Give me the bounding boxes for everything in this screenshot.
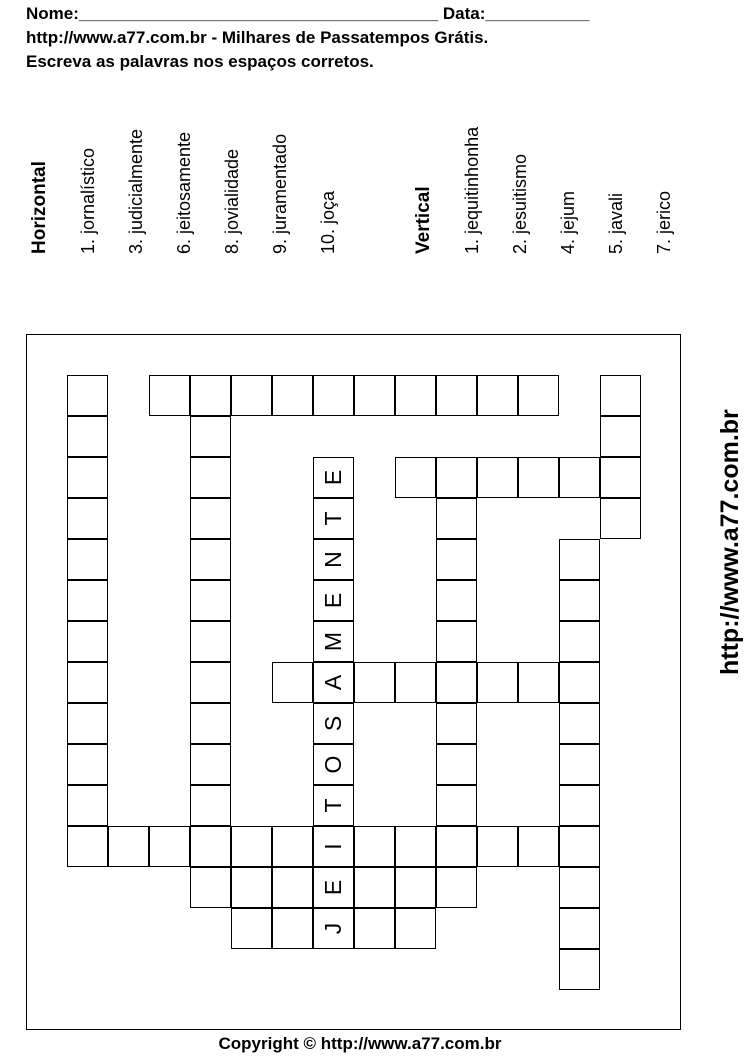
vertical-title: Vertical [413,186,434,254]
grid-cell[interactable] [395,826,436,867]
grid-cell[interactable] [477,826,518,867]
grid-letter: I [320,843,346,850]
vertical-clue: 5. javali [606,192,626,254]
grid-cell[interactable] [231,375,272,416]
name-date-line: Nome:______________________________________ Data:___________ [26,4,590,23]
grid-cell[interactable] [477,662,518,703]
grid-letter: N [320,551,346,568]
grid-cell[interactable] [559,662,600,703]
grid-cell[interactable] [67,375,108,416]
vertical-clue: 4. jejum [558,190,578,254]
grid-cell[interactable] [518,826,559,867]
grid-cell[interactable] [600,416,641,457]
grid-cell[interactable] [436,375,477,416]
grid-cell[interactable] [149,375,190,416]
grid-cell[interactable] [395,457,436,498]
grid-cell[interactable] [436,867,477,908]
grid-letter: E [320,879,346,896]
grid-cell[interactable] [190,580,231,621]
grid-cell[interactable] [67,662,108,703]
grid-cell[interactable] [190,867,231,908]
grid-cell[interactable] [436,539,477,580]
grid-letter: E [320,592,346,609]
grid-cell[interactable] [395,867,436,908]
grid-cell[interactable] [67,416,108,457]
grid-cell[interactable] [559,908,600,949]
grid-cell[interactable] [190,662,231,703]
grid-cell[interactable] [67,457,108,498]
grid-cell[interactable] [67,621,108,662]
grid-cell[interactable] [190,375,231,416]
grid-cell[interactable] [354,375,395,416]
grid-cell[interactable] [395,908,436,949]
grid-cell[interactable] [477,375,518,416]
grid-cell[interactable] [67,744,108,785]
grid-cell[interactable] [600,375,641,416]
horizontal-clue: 3. judicialmente [126,128,146,254]
grid-cell[interactable] [67,703,108,744]
grid-letter: E [320,469,346,486]
grid-cell[interactable] [231,867,272,908]
grid-cell[interactable] [108,826,149,867]
grid-letter: T [320,798,346,813]
grid-cell[interactable] [559,457,600,498]
grid-letter: S [320,715,346,732]
site-title-line: http://www.a77.com.br - Milhares de Passatempos Grátis. [26,28,489,47]
vertical-clue: 1. jequitinhonha [462,126,482,254]
grid-cell[interactable] [190,826,231,867]
grid-cell[interactable] [272,908,313,949]
grid-cell[interactable] [436,826,477,867]
grid-cell[interactable] [436,457,477,498]
grid-cell[interactable] [518,457,559,498]
grid-cell[interactable] [149,826,190,867]
grid-cell[interactable] [272,662,313,703]
grid-cell[interactable] [559,949,600,990]
grid-cell[interactable] [354,908,395,949]
grid-cell[interactable] [190,539,231,580]
instruction-line: Escreva as palavras nos espaços corretos. [26,52,374,71]
grid-cell[interactable] [559,826,600,867]
grid-cell[interactable] [313,375,354,416]
grid-cell[interactable] [559,867,600,908]
grid-cell[interactable] [436,498,477,539]
grid-cell[interactable] [436,703,477,744]
grid-cell[interactable] [354,867,395,908]
grid-cell[interactable] [190,744,231,785]
horizontal-clue: 8. jovialidade [222,148,242,254]
grid-cell[interactable] [395,662,436,703]
side-url: http://www.a77.com.br [716,409,744,675]
grid-cell[interactable] [395,375,436,416]
horizontal-clue: 6. jeitosamente [174,131,194,254]
grid-cell[interactable] [190,498,231,539]
grid-letter: A [320,674,346,691]
grid-cell[interactable] [518,662,559,703]
grid-cell[interactable] [436,744,477,785]
grid-cell[interactable] [190,416,231,457]
grid-cell[interactable] [67,580,108,621]
copyright: Copyright © http://www.a77.com.br [218,1034,502,1053]
grid-cell[interactable] [436,580,477,621]
grid-cell[interactable] [477,457,518,498]
grid-cell[interactable] [559,744,600,785]
grid-cell[interactable] [190,785,231,826]
horizontal-clue: 10. joça [318,190,338,254]
grid-cell[interactable] [354,662,395,703]
grid-cell[interactable] [231,826,272,867]
grid-cell[interactable] [354,826,395,867]
grid-cell[interactable] [272,867,313,908]
grid-cell[interactable] [67,539,108,580]
horizontal-title: Horizontal [29,161,50,254]
grid-cell[interactable] [600,498,641,539]
grid-cell[interactable] [272,375,313,416]
grid-cell[interactable] [559,703,600,744]
grid-cell[interactable] [559,785,600,826]
grid-cell[interactable] [272,826,313,867]
grid-cell[interactable] [518,375,559,416]
grid-cell[interactable] [67,826,108,867]
grid-cell[interactable] [231,908,272,949]
grid-cell[interactable] [436,785,477,826]
vertical-clue: 7. jerico [654,190,674,254]
grid-cell[interactable] [559,539,600,580]
grid-cell[interactable] [67,498,108,539]
grid-cell[interactable] [559,580,600,621]
grid-cell[interactable] [67,785,108,826]
grid-letter: J [320,922,346,935]
grid-cell[interactable] [190,457,231,498]
grid-letter: M [320,631,346,652]
horizontal-clue: 9. juramentado [270,133,290,254]
grid-cell[interactable] [190,621,231,662]
vertical-clue: 2. jesuitismo [510,153,530,254]
grid-cell[interactable] [436,662,477,703]
grid-cell[interactable] [559,621,600,662]
horizontal-clue: 1. jornalístico [78,147,98,254]
grid-cell[interactable] [190,703,231,744]
grid-letter: T [320,511,346,526]
grid-cell[interactable] [600,457,641,498]
grid-letter: O [320,755,346,774]
grid-cell[interactable] [436,621,477,662]
